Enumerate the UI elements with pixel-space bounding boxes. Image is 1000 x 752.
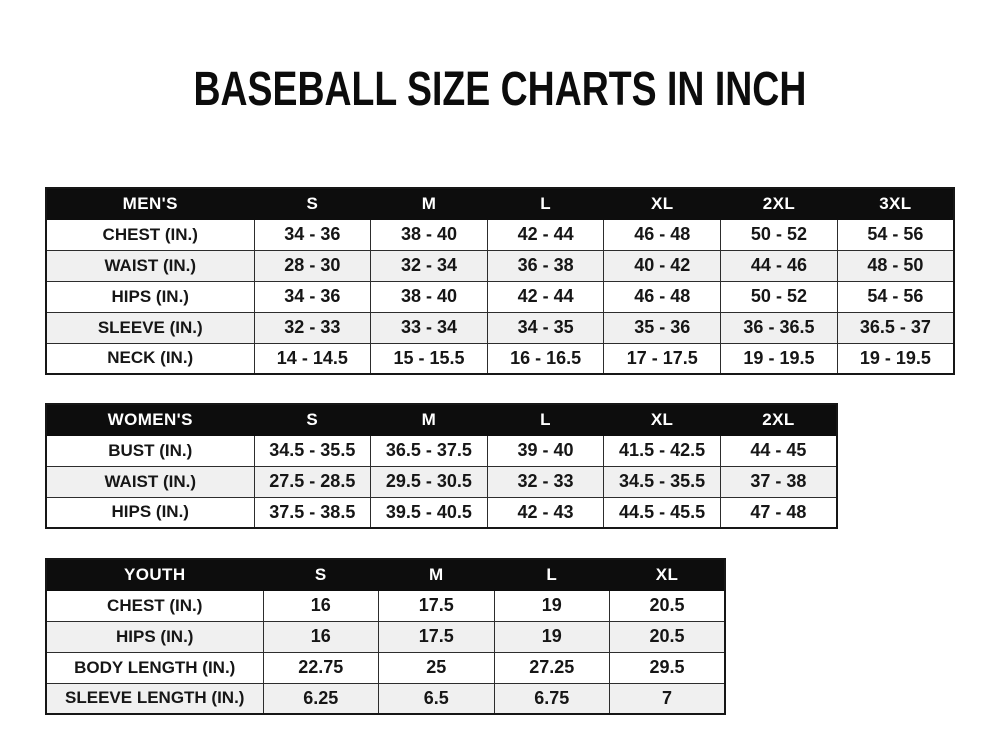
size-value-cell: 44.5 - 45.5 [604,497,721,528]
mens-size-table [45,187,955,375]
size-value-cell: 19 [494,621,610,652]
size-column-header: XL [604,404,721,435]
size-column-header: 2XL [720,404,837,435]
size-value-cell: 39.5 - 40.5 [371,497,488,528]
size-column-header: L [494,559,610,590]
size-value-cell: 50 - 52 [721,219,838,250]
size-value-cell: 37 - 38 [720,466,837,497]
size-value-cell: 32 - 33 [487,466,604,497]
size-value-cell: 35 - 36 [604,312,721,343]
size-column-header: M [371,404,488,435]
size-value-cell: 20.5 [610,590,726,621]
table-row [46,312,954,343]
size-column-header: M [371,188,488,219]
size-value-cell: 46 - 48 [604,219,721,250]
size-value-cell: 46 - 48 [604,281,721,312]
table-title-cell: YOUTH [46,559,263,590]
row-label-cell: BUST (IN.) [46,435,254,466]
table-row [46,435,837,466]
size-value-cell: 44 - 46 [721,250,838,281]
size-column-header: XL [604,188,721,219]
size-value-cell: 34.5 - 35.5 [254,435,371,466]
size-value-cell: 25 [379,652,495,683]
size-value-cell: 50 - 52 [721,281,838,312]
table-title-cell: WOMEN'S [46,404,254,435]
size-tables-container [0,187,1000,715]
womens-size-table [45,403,838,529]
size-value-cell: 22.75 [263,652,379,683]
size-value-cell: 17.5 [379,590,495,621]
size-value-cell: 34 - 36 [254,219,371,250]
table-row [46,621,725,652]
size-value-cell: 29.5 [610,652,726,683]
size-value-cell: 32 - 34 [371,250,488,281]
row-label-cell: CHEST (IN.) [46,590,263,621]
table-header-row [46,559,725,590]
size-value-cell: 6.5 [379,683,495,714]
row-label-cell: SLEEVE LENGTH (IN.) [46,683,263,714]
table-row [46,343,954,374]
size-value-cell: 34.5 - 35.5 [604,466,721,497]
size-value-cell: 29.5 - 30.5 [371,466,488,497]
row-label-cell: BODY LENGTH (IN.) [46,652,263,683]
size-value-cell: 34 - 35 [487,312,604,343]
size-value-cell: 40 - 42 [604,250,721,281]
size-value-cell: 14 - 14.5 [254,343,371,374]
size-value-cell: 37.5 - 38.5 [254,497,371,528]
size-column-header: L [487,404,604,435]
size-value-cell: 36 - 38 [487,250,604,281]
table-row [46,683,725,714]
table-row [46,497,837,528]
row-label-cell: CHEST (IN.) [46,219,254,250]
size-value-cell: 28 - 30 [254,250,371,281]
size-value-cell: 27.25 [494,652,610,683]
size-value-cell: 6.75 [494,683,610,714]
size-value-cell: 33 - 34 [371,312,488,343]
size-value-cell: 38 - 40 [371,281,488,312]
size-value-cell: 36 - 36.5 [721,312,838,343]
size-value-cell: 39 - 40 [487,435,604,466]
size-value-cell: 38 - 40 [371,219,488,250]
youth-size-table [45,558,726,715]
size-value-cell: 16 [263,590,379,621]
size-value-cell: 36.5 - 37.5 [371,435,488,466]
size-column-header: S [254,404,371,435]
size-value-cell: 44 - 45 [720,435,837,466]
size-value-cell: 17 - 17.5 [604,343,721,374]
row-label-cell: HIPS (IN.) [46,281,254,312]
size-column-header: XL [610,559,726,590]
size-value-cell: 17.5 [379,621,495,652]
size-column-header: S [263,559,379,590]
row-label-cell: SLEEVE (IN.) [46,312,254,343]
size-value-cell: 42 - 44 [487,219,604,250]
size-column-header: S [254,188,371,219]
table-row [46,590,725,621]
row-label-cell: WAIST (IN.) [46,250,254,281]
table-row [46,466,837,497]
size-value-cell: 19 - 19.5 [837,343,954,374]
row-label-cell: NECK (IN.) [46,343,254,374]
size-value-cell: 6.25 [263,683,379,714]
size-value-cell: 41.5 - 42.5 [604,435,721,466]
table-title-cell: MEN'S [46,188,254,219]
size-value-cell: 32 - 33 [254,312,371,343]
table-row [46,219,954,250]
size-value-cell: 27.5 - 28.5 [254,466,371,497]
size-value-cell: 20.5 [610,621,726,652]
table-row [46,250,954,281]
size-value-cell: 16 [263,621,379,652]
size-value-cell: 54 - 56 [837,219,954,250]
table-header-row [46,188,954,219]
size-value-cell: 15 - 15.5 [371,343,488,374]
size-value-cell: 19 [494,590,610,621]
size-column-header: 2XL [721,188,838,219]
size-value-cell: 48 - 50 [837,250,954,281]
page-title-text: BASEBALL SIZE CHARTS IN INCH [193,63,807,116]
size-value-cell: 7 [610,683,726,714]
size-value-cell: 47 - 48 [720,497,837,528]
size-value-cell: 16 - 16.5 [487,343,604,374]
size-value-cell: 36.5 - 37 [837,312,954,343]
row-label-cell: HIPS (IN.) [46,497,254,528]
size-value-cell: 42 - 44 [487,281,604,312]
table-row [46,652,725,683]
size-value-cell: 19 - 19.5 [721,343,838,374]
size-column-header: L [487,188,604,219]
row-label-cell: HIPS (IN.) [46,621,263,652]
table-header-row [46,404,837,435]
size-column-header: 3XL [837,188,954,219]
size-value-cell: 42 - 43 [487,497,604,528]
row-label-cell: WAIST (IN.) [46,466,254,497]
size-column-header: M [379,559,495,590]
page-title [0,64,1000,116]
size-value-cell: 34 - 36 [254,281,371,312]
table-row [46,281,954,312]
size-value-cell: 54 - 56 [837,281,954,312]
